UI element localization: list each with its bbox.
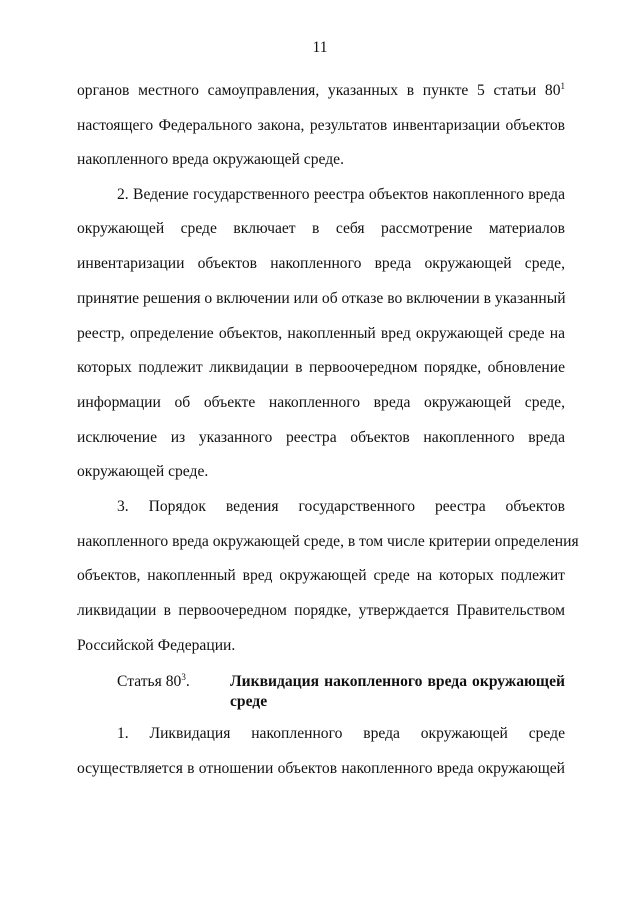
- intro-line-2: настоящего Федерального закона, результатов инвентаризации объектов: [77, 117, 565, 134]
- para2-line-9: окружающей среде.: [77, 463, 209, 480]
- para2-line-5: реестр, определение объектов, накопленный вред окружающей среде на: [77, 325, 565, 342]
- para2-line-8: исключение из указанного реестра объектов накопленного вреда: [77, 429, 565, 446]
- para2-line-7: информации об объекте накопленного вреда окружающей среде,: [77, 394, 565, 411]
- para3-line-1: 3. Порядок ведения государственного реестра объектов: [117, 498, 565, 515]
- para3-line-5: Российской Федерации.: [77, 637, 236, 654]
- intro-line-3: накопленного вреда окружающей среде.: [77, 151, 344, 168]
- intro-line-1-text: органов местного самоуправления, указанных в пункте 5 статьи 80: [77, 82, 561, 99]
- para2-line-2: окружающей среде включает в себя рассмотрение материалов: [77, 220, 565, 237]
- article-number: [117, 670, 190, 694]
- para2-line-3: инвентаризации объектов накопленного вреда окружающей среде,: [77, 255, 565, 272]
- article-superscript: 3: [181, 672, 186, 682]
- para3-line-4: ликвидации в первоочередном порядке, утверждается Правительством: [77, 602, 565, 619]
- article-label-suffix: .: [185, 673, 190, 690]
- page-number: 11: [312, 39, 328, 56]
- article-title-line-1: Ликвидация накопленного вреда окружающей: [230, 673, 565, 690]
- para2-line-1: 2. Ведение государственного реестра объектов накопленного вреда: [117, 186, 565, 203]
- intro-line-1: [77, 79, 565, 103]
- para3-line-2: накопленного вреда окружающей среде, в том числе критерии определения: [77, 533, 579, 550]
- art1-line-2: осуществляется в отношении объектов накопленного вреда окружающей: [77, 760, 565, 777]
- art1-line-1: 1. Ликвидация накопленного вреда окружающей среде: [117, 725, 565, 742]
- article-title-line-2: среде: [230, 693, 268, 710]
- footnote-superscript: 1: [560, 81, 565, 91]
- para2-line-4: принятие решения о включении или об отказе во включении в указанный: [77, 290, 566, 307]
- article-label-text: Статья 80: [117, 673, 182, 690]
- para3-line-3: объектов, накопленный вред окружающей среде на которых подлежит: [77, 567, 565, 584]
- para2-line-6: которых подлежит ликвидации в первоочередном порядке, обновление: [77, 359, 565, 376]
